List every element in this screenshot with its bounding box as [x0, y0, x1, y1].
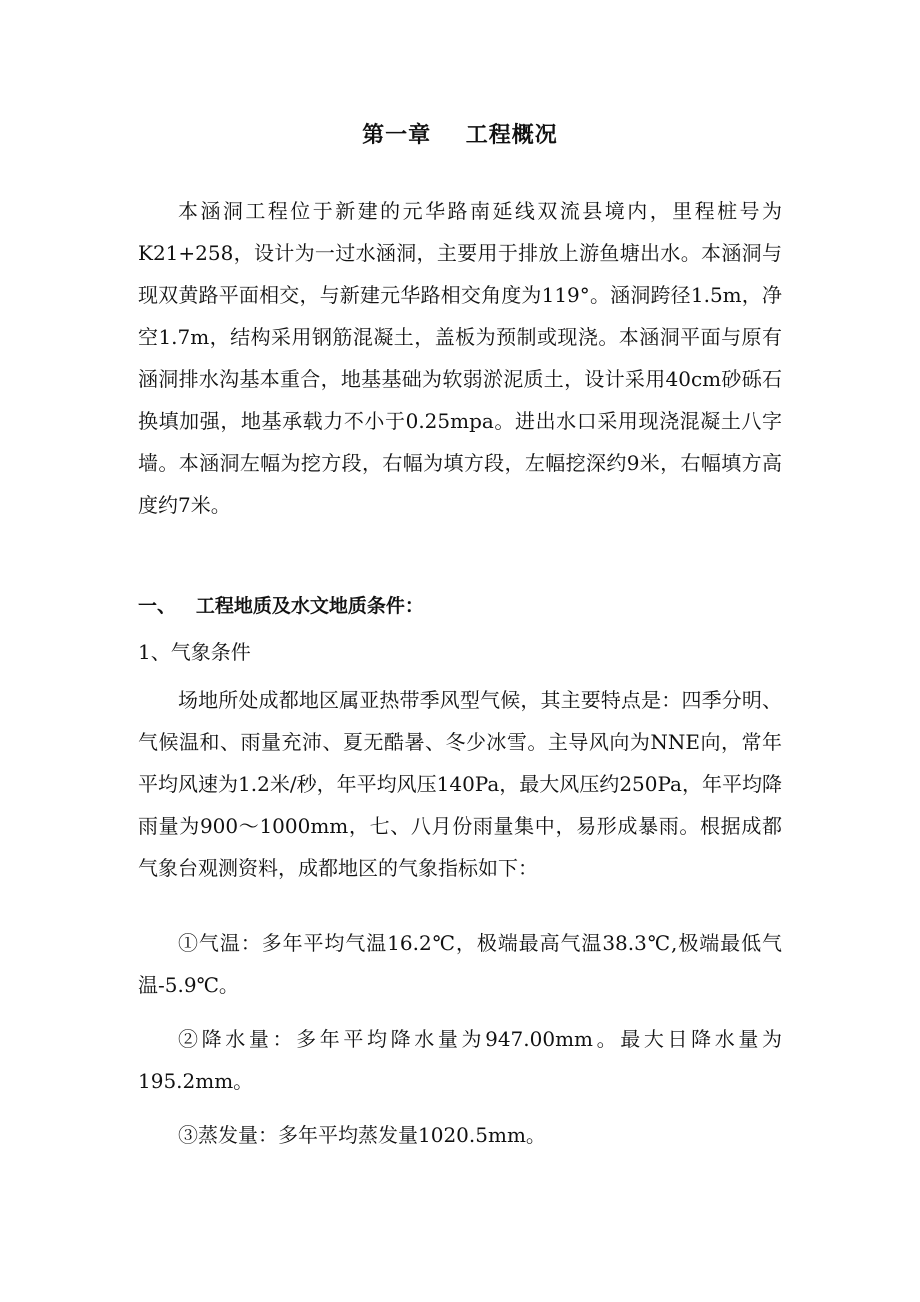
- temperature-item: ①气温：多年平均气温16.2℃，极端最高气温38.3℃,极端最低气温-5.9℃。: [138, 931, 782, 997]
- intro-paragraph: 本涵洞工程位于新建的元华路南延线双流县境内，里程桩号为K21+258，设计为一过水涵洞，主要用于排放上游鱼塘出水。本涵洞与现双黄路平面相交，与新建元华路相交角度为119°。涵洞跨径1.5m，净空1.7m，结构采用钢筋混凝土，盖板为预制或现浇。本涵洞平面与原有涵洞排水沟基本重合，地基基础为软弱淤泥质土，设计采用40cm砂砾石换填加强，地基承载力不小于0.25mpa。进出水口采用现浇混凝土八字墙。本涵洞左幅为挖方段，右幅为填方段，左幅挖深约9米，右幅填方高度约7米。: [138, 199, 782, 517]
- evaporation-item: ③蒸发量：多年平均蒸发量1020.5mm。: [178, 1123, 546, 1147]
- climate-paragraph: 场地所处成都地区属亚热带季风型气候，其主要特点是：四季分明、气候温和、雨量充沛、夏无酷暑、冬少冰雪。主导风向为NNE向，常年平均风速为1.2米/秒，年平均风压140Pa，最大风压约250Pa，年平均降雨量为900～1000mm，七、八月份雨量集中，易形成暴雨。根据成都气象台观测资料，成都地区的气象指标如下：: [138, 688, 782, 880]
- subheading-climate: 1、气象条件: [138, 640, 251, 664]
- section-heading: 一、 工程地质及水文地质条件：: [138, 595, 424, 617]
- chapter-title: 第一章 工程概况: [362, 123, 558, 148]
- precipitation-item: ②降水量：多年平均降水量为947.00mm。最大日降水量为195.2mm。: [138, 1027, 782, 1093]
